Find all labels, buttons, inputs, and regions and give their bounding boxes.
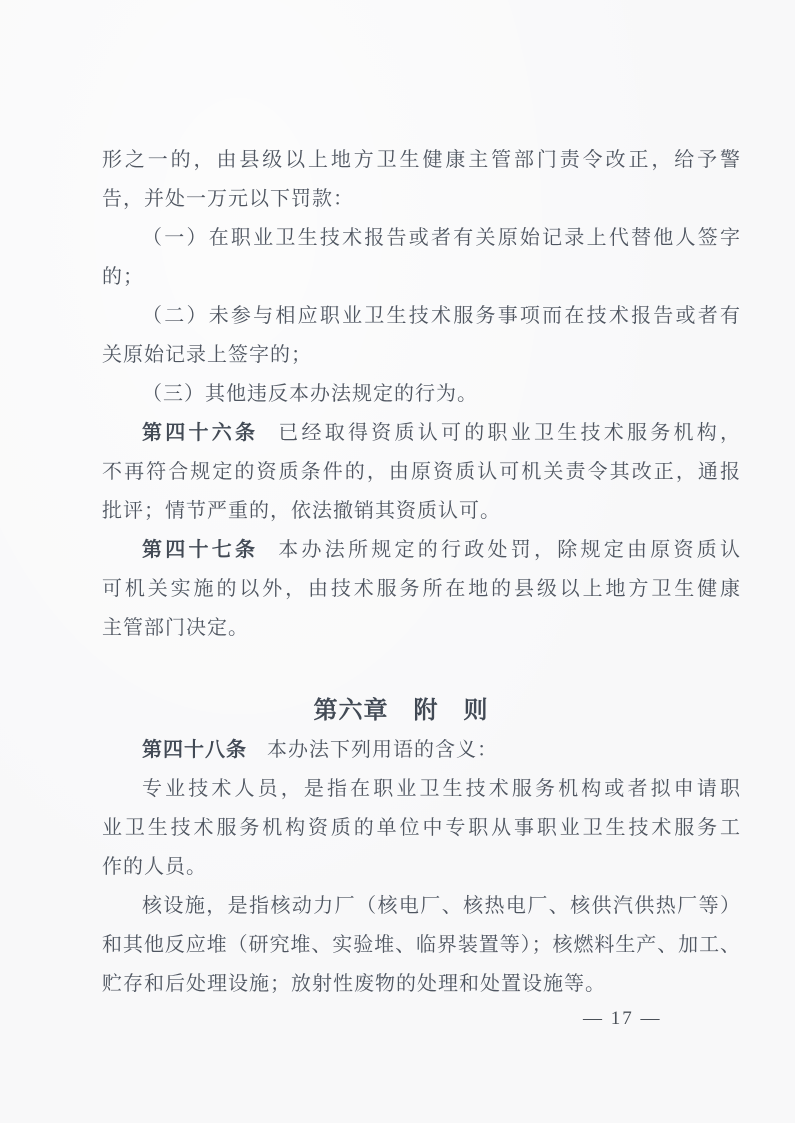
text-line: 告，并处一万元以下罚款：	[102, 188, 354, 210]
article-number: 第四十八条	[142, 739, 247, 761]
article-text: 本办法下列用语的含义：	[267, 739, 498, 761]
text-line: 的；	[102, 266, 144, 288]
list-item-line: （二）未参与相应职业卫生技术服务事项而在技术报告或者有	[142, 305, 740, 327]
article-line	[102, 531, 740, 570]
text-line: 关原始记录上签字的；	[102, 344, 312, 366]
article-line	[102, 414, 740, 453]
text-line: 不再符合规定的资质条件的，由原资质认可机关责令其改正，通报	[102, 461, 740, 483]
text-line: 业卫生技术服务机构资质的单位中专职从事职业卫生技术服务工	[102, 817, 740, 839]
page-number: — 17 —	[583, 1008, 662, 1029]
article-text: 本办法所规定的行政处罚，除规定由原资质认	[278, 539, 740, 561]
text-line: 主管部门决定。	[102, 617, 249, 639]
text-line: 可机关实施的以外，由技术服务所在地的县级以上地方卫生健康	[102, 578, 740, 600]
text-line: 核设施，是指核动力厂（核电厂、核热电厂、核供汽供热厂等）	[142, 895, 740, 917]
article-number: 第四十七条	[142, 539, 259, 561]
text-line: 和其他反应堆（研究堆、实验堆、临界装置等）；核燃料生产、加工、	[102, 934, 740, 956]
article-text: 已经取得资质认可的职业卫生技术服务机构，	[278, 422, 740, 444]
list-item-line: （一）在职业卫生技术报告或者有关原始记录上代替他人签字	[142, 227, 740, 249]
text-line: 批评；情节严重的，依法撤销其资质认可。	[102, 500, 501, 522]
document-body	[102, 141, 740, 1004]
article-number: 第四十六条	[142, 422, 259, 444]
article-line	[102, 731, 740, 770]
text-line: 作的人员。	[102, 856, 207, 878]
text-line: 形之一的，由县级以上地方卫生健康主管部门责令改正，给予警	[102, 149, 740, 171]
text-line: 专业技术人员，是指在职业卫生技术服务机构或者拟申请职	[142, 778, 740, 800]
list-item-line: （三）其他违反本办法规定的行为。	[142, 383, 478, 405]
text-line: 贮存和后处理设施；放射性废物的处理和处置设施等。	[102, 973, 606, 995]
chapter-heading: 第六章 附 则	[313, 698, 489, 724]
